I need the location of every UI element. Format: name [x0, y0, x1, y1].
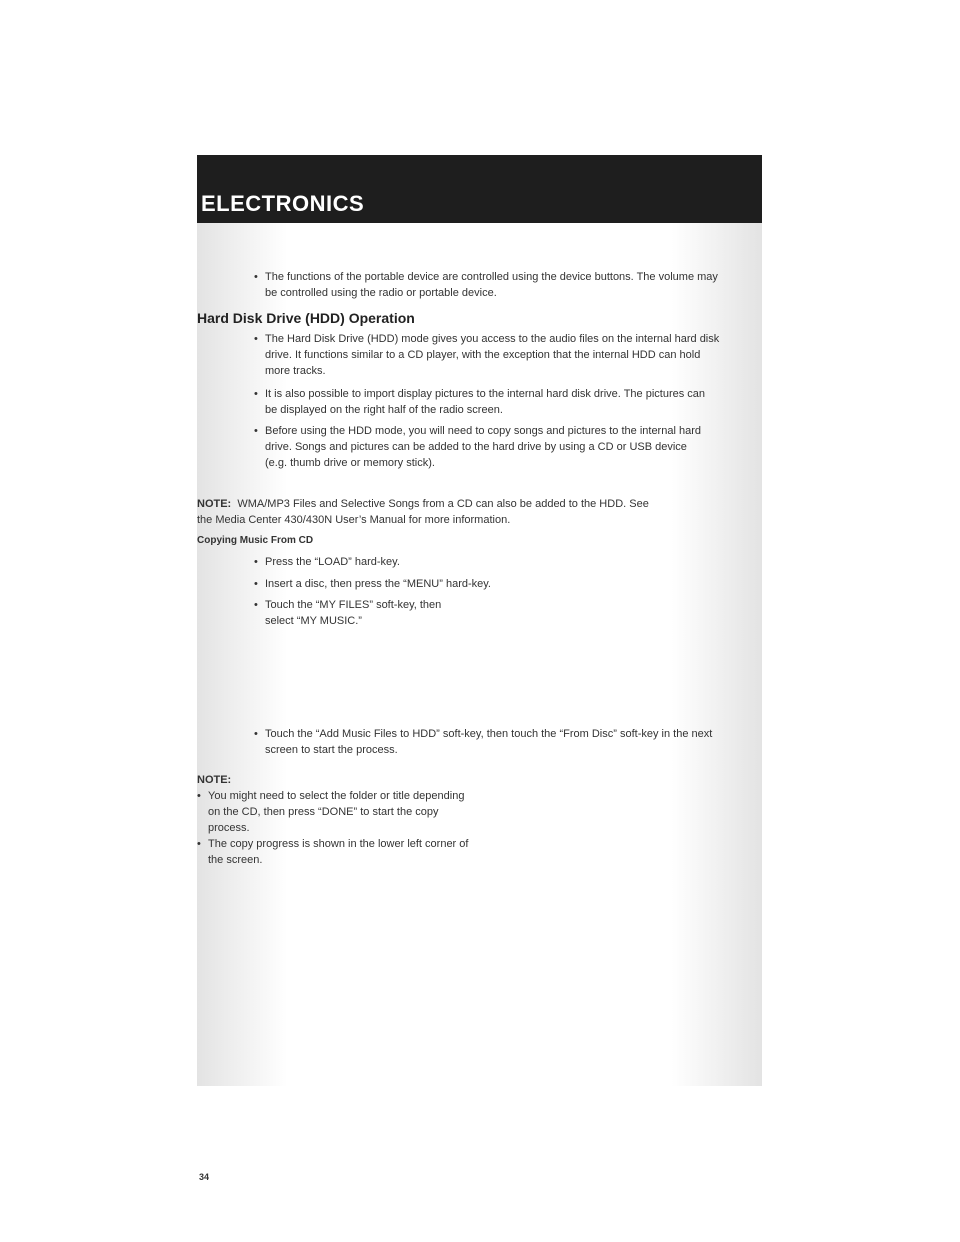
hdd-bullet-1: • The Hard Disk Drive (HDD) mode gives you access to the audio files on the internal hard disk drive. It functions similar to a CD player, with the exception that the internal HDD can hold more tracks.: [254, 331, 720, 379]
page-number: 34: [199, 1172, 210, 1182]
section-title: ELECTRONICS: [201, 191, 365, 216]
copy-bullet-1: • Press the “LOAD” hard-key.: [254, 554, 565, 570]
note-1-text: WMA/MP3 Files and Selective Songs from a CD can also be added to the HDD. See the Media Center 430/430N User’s Manual for more information.: [197, 498, 649, 526]
note-2-label: NOTE:: [197, 774, 232, 786]
note-1: [197, 496, 667, 528]
copying-section-heading: Copying Music From CD: [197, 535, 314, 546]
note-2: [197, 772, 472, 868]
manual-page: [197, 155, 762, 1182]
copy-bullet-4: • Touch the “Add Music Files to HDD” soft-key, then touch the “From Disc” soft-key in the next screen to start the process.: [254, 726, 720, 758]
hdd-bullet-3: • Before using the HDD mode, you will need to copy songs and pictures to the internal hard drive. Songs and pictures can be added to the hard drive by using a CD or USB device (e.g. thumb drive or memory stick).: [254, 423, 705, 471]
note-2-bullet-1: • You might need to select the folder or title depending on the CD, then press “DONE” to start the copy process.: [197, 788, 472, 836]
note-2-bullet-2: • The copy progress is shown in the lower left corner of the screen.: [197, 836, 472, 868]
intro-bullet: • The functions of the portable device are controlled using the device buttons. The volume may be controlled using the radio or portable device.: [254, 269, 725, 301]
section-header-bar: [197, 155, 762, 223]
hdd-bullet-2: • It is also possible to import display pictures to the internal hard disk drive. The pictures can be displayed on the right half of the radio screen.: [254, 386, 705, 418]
note-1-label: NOTE:: [197, 498, 232, 510]
hdd-section-heading: Hard Disk Drive (HDD) Operation: [197, 310, 415, 326]
copy-bullet-3: • Touch the “MY FILES” soft-key, then select “MY MUSIC.”: [254, 597, 470, 629]
copy-bullet-2: • Insert a disc, then press the “MENU” hard-key.: [254, 576, 565, 592]
